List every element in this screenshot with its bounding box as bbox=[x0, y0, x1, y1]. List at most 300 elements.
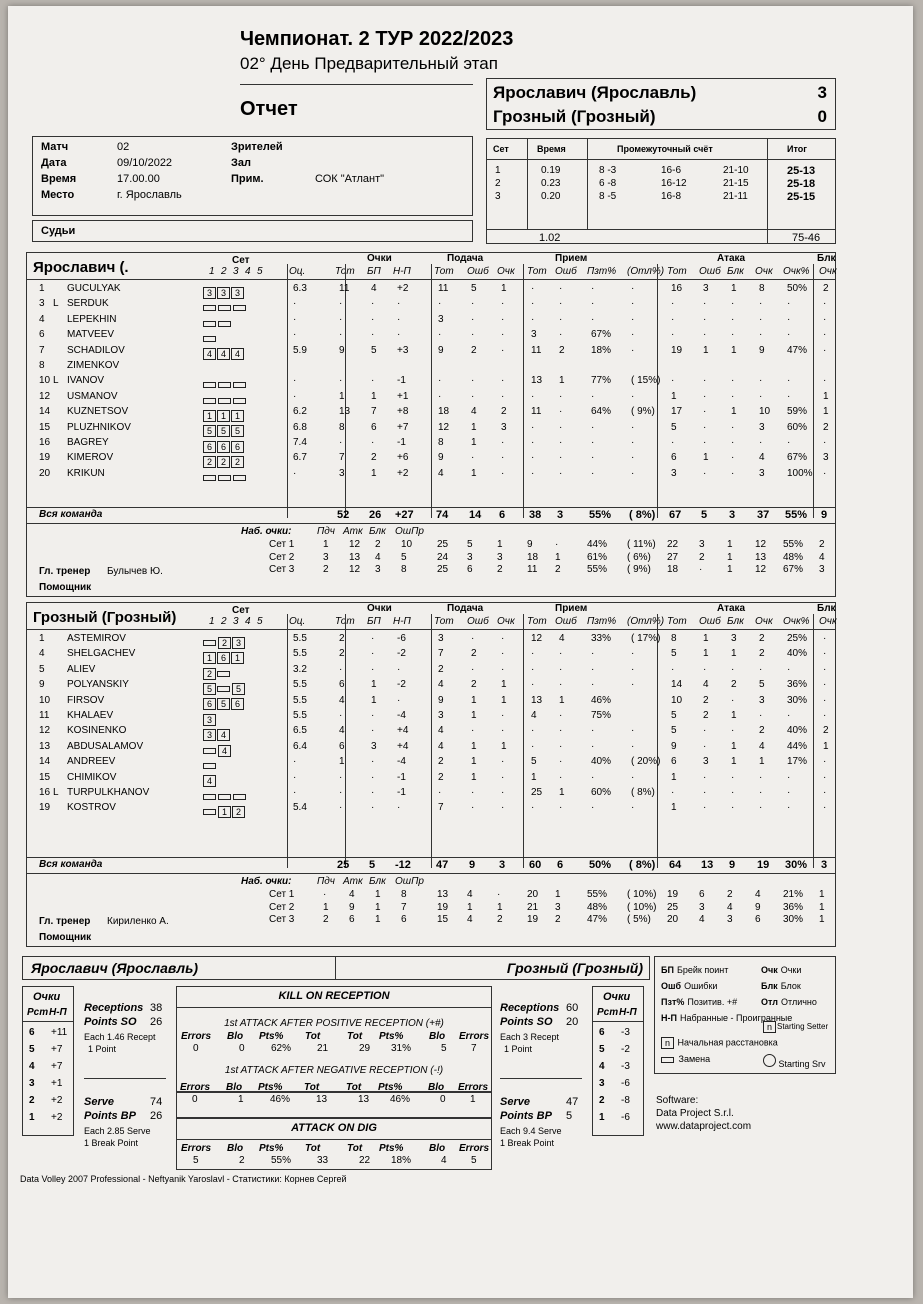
set-row-label: Сет 2 bbox=[269, 901, 295, 913]
set-row-stat: 1 bbox=[497, 901, 503, 913]
legend-item bbox=[761, 965, 801, 975]
team-total-stat: 9 bbox=[469, 859, 476, 871]
player-stat: 1 bbox=[501, 283, 507, 294]
lineup-position: 4 bbox=[218, 745, 231, 757]
stat-value: 5 bbox=[193, 1155, 199, 1166]
rst-label: Рст bbox=[597, 1007, 619, 1018]
set-row-label: Сет 2 bbox=[269, 551, 295, 563]
player-stat: 18 bbox=[438, 406, 450, 418]
player-stat: · bbox=[371, 771, 375, 783]
player-name: TURPULKHANOV bbox=[67, 787, 150, 798]
player-name: BAGREY bbox=[67, 437, 109, 448]
home-sep bbox=[84, 1078, 166, 1079]
player-name: PLUZHNIKOV bbox=[67, 421, 131, 433]
player-stat: 1 bbox=[471, 421, 477, 433]
player-stat: · bbox=[293, 329, 297, 341]
player-stat: · bbox=[631, 679, 635, 691]
away-team-name: Грозный (Грозный) bbox=[493, 107, 656, 126]
sub-icon bbox=[661, 1057, 674, 1063]
neg-stats bbox=[176, 1082, 492, 1120]
home-sets-won: 3 bbox=[817, 83, 827, 102]
player-stat: · bbox=[731, 421, 735, 433]
player-stat: · bbox=[703, 740, 707, 752]
lineup-position: 2 bbox=[218, 637, 231, 649]
match-label: Матч bbox=[41, 141, 69, 153]
player-stat: · bbox=[631, 802, 635, 814]
player-stat: 2 bbox=[438, 756, 444, 768]
player-stat: · bbox=[631, 329, 635, 341]
player-name: KUZNETSOV bbox=[67, 406, 129, 418]
setter-header: ОшПр bbox=[395, 876, 424, 887]
player-stat: 5 bbox=[671, 725, 677, 737]
player-stat: 44% bbox=[787, 740, 808, 752]
lineup-position: 4 bbox=[217, 729, 230, 741]
stat-value: 7 bbox=[471, 1043, 477, 1054]
match-number: 02 bbox=[117, 141, 130, 153]
player-stat: 40% bbox=[591, 756, 612, 768]
player-stat: · bbox=[471, 725, 475, 737]
player-stat: · bbox=[591, 313, 595, 325]
assistant-label: Помощник bbox=[39, 582, 92, 593]
player-stat: · bbox=[787, 771, 791, 783]
player-stat: · bbox=[293, 467, 297, 479]
sets-row-set: 3 bbox=[495, 191, 501, 202]
player-stat: 4 bbox=[438, 725, 444, 737]
setter-header: Атк bbox=[343, 526, 363, 537]
player-stat: 67% bbox=[787, 452, 808, 464]
player-name: SERDUK bbox=[67, 298, 109, 310]
stat-header: Tot bbox=[305, 1143, 321, 1154]
set-row-stat: 61% bbox=[587, 551, 608, 563]
legend-setter: Starting Setter bbox=[777, 1022, 829, 1032]
player-stat: -1 bbox=[397, 787, 406, 798]
col-header: Очк bbox=[497, 266, 515, 277]
lineup-position: 5 bbox=[203, 425, 216, 437]
col-header: Очк bbox=[819, 266, 837, 277]
stat-value: 2 bbox=[239, 1155, 245, 1166]
player-stat: · bbox=[671, 437, 675, 448]
player-stat: 6.4 bbox=[293, 740, 307, 752]
player-stat: · bbox=[731, 375, 735, 387]
set-row-stat: 6 bbox=[467, 564, 473, 575]
set-row-stat: 12 bbox=[755, 564, 767, 575]
player-number: 19 bbox=[39, 802, 51, 814]
player-stat: 1 bbox=[823, 390, 829, 402]
player-stat: 50% bbox=[787, 283, 808, 294]
col-header: Ошб bbox=[699, 616, 721, 627]
player-stat: · bbox=[731, 771, 735, 783]
player-stat: +2 bbox=[397, 283, 409, 294]
rot-value: -8 bbox=[621, 1095, 630, 1106]
player-stat: · bbox=[501, 452, 505, 464]
col-group-set: Сет bbox=[232, 605, 250, 616]
rot-position: 4 bbox=[599, 1061, 605, 1072]
rot-value: +2 bbox=[51, 1112, 63, 1123]
home-bp-value: 26 bbox=[150, 1110, 163, 1122]
player-stat: · bbox=[438, 787, 442, 798]
home-srv-bp: 1 Break Point bbox=[84, 1138, 139, 1148]
setter-header: Пдч bbox=[317, 876, 335, 887]
stat-header: Pts% bbox=[259, 1031, 284, 1042]
set-row-stat: 3 bbox=[497, 551, 503, 563]
sets-row-final: 25-15 bbox=[787, 191, 816, 203]
player-stat: · bbox=[631, 390, 635, 402]
ochki-label: Очки bbox=[33, 991, 61, 1003]
lineup-position: 2 bbox=[203, 668, 216, 680]
player-stat: · bbox=[501, 648, 505, 660]
player-stat: +3 bbox=[397, 344, 409, 356]
sub-marker bbox=[203, 382, 216, 388]
player-stat: 1 bbox=[703, 633, 709, 644]
col-header: Очк bbox=[497, 616, 515, 627]
player-stat: 5.5 bbox=[293, 679, 307, 691]
player-stat: 7 bbox=[438, 648, 444, 660]
sets-row-time: 0.20 bbox=[541, 191, 561, 202]
player-stat: · bbox=[591, 467, 595, 479]
set-number: 3 bbox=[233, 616, 239, 627]
legend-key: Блк bbox=[761, 981, 778, 991]
set-row-stat: 48% bbox=[587, 901, 608, 913]
player-stat: 18% bbox=[591, 344, 612, 356]
sets-col-time: Время bbox=[537, 144, 566, 154]
player-stat: · bbox=[823, 298, 827, 310]
stat-header: Pts% bbox=[258, 1082, 283, 1093]
col-group-points: Очки bbox=[367, 253, 392, 264]
set-row-label: Сет 1 bbox=[269, 539, 295, 550]
set-row-stat: 21 bbox=[527, 901, 539, 913]
player-stat: ( 17%) bbox=[631, 633, 661, 644]
player-stat: · bbox=[501, 329, 505, 341]
set-row-stat: ( 5%) bbox=[627, 914, 651, 925]
player-stat: · bbox=[371, 313, 375, 325]
team-total-stat: 5 bbox=[701, 509, 708, 521]
player-stat: 25 bbox=[531, 787, 543, 798]
legend-value: Позитив. +# bbox=[687, 997, 738, 1007]
away-srv-bp: 1 Break Point bbox=[500, 1138, 555, 1148]
sets-row-p2: 16-8 bbox=[661, 191, 682, 202]
player-stat: · bbox=[371, 633, 375, 644]
away-bp-label: Points BP bbox=[500, 1110, 552, 1122]
player-stat: 3 bbox=[703, 756, 709, 768]
sub-marker bbox=[233, 382, 246, 388]
set-number: 2 bbox=[221, 616, 227, 627]
rot-value: +2 bbox=[51, 1095, 63, 1106]
player-stat: · bbox=[531, 283, 535, 294]
player-set-positions bbox=[203, 803, 246, 821]
player-stat: · bbox=[591, 283, 595, 294]
rot-position: 1 bbox=[29, 1112, 35, 1123]
sets-row-p1: 8 -3 bbox=[599, 165, 617, 176]
col-header: Пзт% bbox=[587, 616, 617, 627]
sets-col-final: Итог bbox=[787, 144, 808, 154]
set-row-stat: 47% bbox=[587, 914, 608, 925]
lineup-position: 6 bbox=[203, 698, 216, 710]
set-row-stat: 3 bbox=[467, 551, 473, 563]
player-stat: 3 bbox=[438, 633, 444, 644]
player-stat: · bbox=[501, 437, 505, 448]
player-stat: 2 bbox=[559, 344, 565, 356]
player-stat: 1 bbox=[471, 467, 477, 479]
player-stat: · bbox=[501, 390, 505, 402]
player-stat: 1 bbox=[731, 740, 737, 752]
player-stat: · bbox=[759, 771, 763, 783]
starting-srv-icon bbox=[763, 1054, 776, 1067]
player-stat: 2 bbox=[823, 725, 829, 737]
player-stat: · bbox=[591, 771, 595, 783]
player-stat: 7.4 bbox=[293, 437, 307, 448]
player-stat: · bbox=[703, 802, 707, 814]
home-rec-point: 1 Point bbox=[88, 1044, 117, 1054]
sub-marker bbox=[203, 748, 216, 754]
player-stat: · bbox=[501, 725, 505, 737]
player-stat: · bbox=[759, 390, 763, 402]
player-stat: · bbox=[371, 663, 375, 675]
lineup-position: 1 bbox=[218, 806, 231, 818]
player-stat: · bbox=[703, 406, 707, 418]
set-row-points: 13 bbox=[349, 551, 361, 563]
legend-key: Пзт% bbox=[661, 997, 685, 1007]
player-stat: · bbox=[759, 313, 763, 325]
away-so-label: Points SO bbox=[500, 1016, 553, 1028]
player-stat: 7 bbox=[371, 406, 377, 418]
total-time: 1.02 bbox=[539, 232, 561, 244]
player-stat: · bbox=[823, 679, 827, 691]
player-stat: 67% bbox=[591, 329, 612, 341]
rot-divider bbox=[593, 1021, 643, 1022]
col-divider bbox=[287, 264, 288, 518]
rot-value: +7 bbox=[51, 1061, 63, 1072]
sub-marker bbox=[203, 763, 216, 769]
player-stat: · bbox=[371, 802, 375, 814]
set-row-stat: 2 bbox=[727, 889, 733, 900]
player-stat: 4 bbox=[471, 406, 477, 418]
lineup-position: 5 bbox=[203, 683, 216, 695]
player-stat: 17 bbox=[671, 406, 683, 418]
team-total-stat: 50% bbox=[589, 859, 612, 871]
player-stat: · bbox=[531, 437, 535, 448]
home-srv-value: 74 bbox=[150, 1096, 163, 1108]
home-team-name: Ярославич (Ярославль) bbox=[493, 83, 697, 102]
set-row-points: 1 bbox=[323, 901, 329, 913]
lineup-position: 5 bbox=[232, 683, 245, 695]
team-total-stat: 19 bbox=[757, 859, 770, 871]
player-stat: · bbox=[293, 787, 297, 798]
player-stat: 59% bbox=[787, 406, 808, 418]
player-stat: · bbox=[787, 375, 791, 387]
sub-marker bbox=[233, 475, 246, 481]
player-stat: · bbox=[397, 802, 401, 814]
set-row-stat: 1 bbox=[727, 564, 733, 575]
player-stat: -4 bbox=[397, 710, 406, 721]
match-place: г. Ярославль bbox=[117, 189, 182, 201]
lineup-position: 6 bbox=[203, 441, 216, 453]
player-stat: ( 15%) bbox=[631, 375, 661, 387]
rot-position: 3 bbox=[599, 1078, 605, 1089]
sub-marker bbox=[203, 398, 216, 404]
player-stat: 77% bbox=[591, 375, 612, 387]
team-total-stat: 52 bbox=[337, 509, 350, 521]
player-stat: 5 bbox=[371, 344, 377, 356]
player-stat: 2 bbox=[471, 344, 477, 356]
set-number: 5 bbox=[257, 616, 263, 627]
player-stat: 5.4 bbox=[293, 802, 307, 814]
player-stat: -1 bbox=[397, 771, 406, 783]
team-total-stat: 26 bbox=[369, 509, 382, 521]
set-row-points: 1 bbox=[375, 889, 381, 900]
np-label: Н-П bbox=[619, 1007, 637, 1018]
stat-value: 1 bbox=[238, 1094, 244, 1105]
player-stat: 12 bbox=[438, 421, 450, 433]
set-row-stat: 13 bbox=[755, 551, 767, 563]
player-stat: · bbox=[823, 663, 827, 675]
player-stat: 13 bbox=[531, 375, 543, 387]
player-stat: 4 bbox=[438, 740, 444, 752]
player-stat: · bbox=[823, 375, 827, 387]
player-stat: · bbox=[787, 390, 791, 402]
player-stat: · bbox=[471, 787, 475, 798]
date-label: Дата bbox=[41, 157, 67, 169]
player-stat: ( 9%) bbox=[631, 406, 655, 418]
player-stat: · bbox=[339, 313, 343, 325]
player-stat: · bbox=[471, 802, 475, 814]
rot-value: -6 bbox=[621, 1112, 630, 1123]
lineup-position: 3 bbox=[203, 729, 216, 741]
player-stat: · bbox=[471, 298, 475, 310]
player-stat: · bbox=[823, 467, 827, 479]
set-row-points: 4 bbox=[375, 551, 381, 563]
player-name: LEPEKHIN bbox=[67, 313, 117, 325]
player-stat: 46% bbox=[591, 694, 612, 706]
player-name: KRIKUN bbox=[67, 467, 105, 479]
col-group-attack: Атака bbox=[717, 253, 746, 264]
col-divider bbox=[345, 614, 346, 868]
player-number: 6 bbox=[39, 329, 45, 341]
col-header: Ошб bbox=[699, 266, 721, 277]
col-header: Ошб bbox=[467, 616, 489, 627]
set-number: 1 bbox=[209, 616, 215, 627]
player-stat: · bbox=[559, 679, 563, 691]
set-row-points: 10 bbox=[401, 539, 413, 550]
player-stat: · bbox=[293, 756, 297, 768]
sub-marker bbox=[203, 336, 216, 342]
player-stat: · bbox=[559, 725, 563, 737]
home-team-stats bbox=[26, 252, 836, 597]
player-stat: 19 bbox=[671, 344, 683, 356]
player-number: 15 bbox=[39, 421, 51, 433]
player-stat: · bbox=[631, 740, 635, 752]
set-row-stat: · bbox=[555, 539, 559, 550]
player-stat: · bbox=[787, 663, 791, 675]
stat-value: 1 bbox=[470, 1094, 476, 1105]
home-srv-each: Each 2.85 Serve bbox=[84, 1126, 151, 1136]
player-stat: · bbox=[631, 452, 635, 464]
col-group-block: Блк bbox=[817, 253, 836, 264]
set-row-stat: 13 bbox=[437, 889, 449, 900]
set-row-points: 12 bbox=[349, 564, 361, 575]
col-header: (Отл%) bbox=[627, 616, 665, 627]
col-group-attack: Атака bbox=[717, 603, 746, 614]
rot-divider bbox=[23, 1021, 73, 1022]
player-stat: · bbox=[371, 756, 375, 768]
totals-bottom bbox=[27, 873, 835, 874]
player-stat: · bbox=[703, 390, 707, 402]
lineup-position: 2 bbox=[203, 456, 216, 468]
set-row-points: 8 bbox=[401, 564, 407, 575]
lineup-position: 6 bbox=[231, 441, 244, 453]
player-stat: 4 bbox=[559, 633, 565, 644]
set-row-points: 2 bbox=[375, 539, 381, 550]
stat-header: Blo bbox=[429, 1031, 446, 1042]
sub-marker bbox=[233, 305, 246, 311]
player-stat: 6.8 bbox=[293, 421, 307, 433]
set-row-points: 1 bbox=[375, 901, 381, 913]
setter-header: Пдч bbox=[317, 526, 335, 537]
team-name: Ярославич (. bbox=[33, 259, 129, 276]
player-stat: · bbox=[631, 437, 635, 448]
player-stat: · bbox=[559, 298, 563, 310]
lineup-position: 4 bbox=[217, 348, 230, 360]
sub-marker bbox=[233, 398, 246, 404]
player-stat: 2 bbox=[438, 663, 444, 675]
player-stat: 1 bbox=[339, 756, 345, 768]
player-stat: 5.9 bbox=[293, 344, 307, 356]
legend-value: Брейк поинт bbox=[676, 965, 729, 975]
player-stat: · bbox=[397, 663, 401, 675]
home-rec-label: Receptions bbox=[84, 1002, 144, 1014]
col-divider bbox=[287, 614, 288, 868]
player-stat: 8 bbox=[438, 437, 444, 448]
away-bp-value: 5 bbox=[566, 1110, 573, 1122]
player-stat: · bbox=[559, 283, 563, 294]
team-total-stat: 3 bbox=[557, 509, 564, 521]
player-stat: · bbox=[823, 648, 827, 660]
player-stat: 1 bbox=[731, 756, 737, 768]
player-stat: 13 bbox=[339, 406, 351, 418]
player-stat: · bbox=[823, 633, 827, 644]
player-name: ALIEV bbox=[67, 663, 96, 675]
away-srv-label: Serve bbox=[500, 1096, 530, 1108]
team-total-stat: 60 bbox=[529, 859, 542, 871]
team-total-stat: 30% bbox=[785, 859, 808, 871]
player-stat: 75% bbox=[591, 710, 612, 721]
stat-header: Errors bbox=[459, 1031, 490, 1042]
player-stat: 1 bbox=[759, 756, 765, 768]
neg-title: 1st ATTACK AFTER NEGATIVE RECEPTION (-!) bbox=[224, 1065, 444, 1076]
totals-divider bbox=[27, 857, 835, 858]
player-number: 11 bbox=[39, 710, 50, 721]
home-srv-label: Serve bbox=[84, 1096, 114, 1108]
player-stat: 3 bbox=[438, 710, 444, 721]
ochki-label: Очки bbox=[603, 991, 631, 1003]
sets-row-p3: 21-11 bbox=[723, 191, 748, 202]
player-stat: · bbox=[731, 725, 735, 737]
player-stat: · bbox=[559, 313, 563, 325]
stat-value: 33 bbox=[317, 1155, 329, 1166]
col-divider bbox=[523, 614, 524, 868]
player-stat: 9 bbox=[671, 740, 677, 752]
player-name: KHALAEV bbox=[67, 710, 114, 721]
player-number: 3 bbox=[39, 298, 45, 310]
player-stat: 5.5 bbox=[293, 710, 307, 721]
legend-item bbox=[761, 997, 817, 1007]
player-stat: 5 bbox=[671, 710, 677, 721]
player-number: 10 bbox=[39, 375, 51, 387]
sub-marker bbox=[217, 686, 230, 692]
player-stat: 4 bbox=[339, 725, 345, 737]
player-stat: · bbox=[559, 756, 563, 768]
player-stat: · bbox=[531, 421, 535, 433]
footer-credits: Data Volley 2007 Professional - Neftyanik Yaroslavl - Статистики: Корнев Сергей bbox=[20, 1174, 347, 1184]
